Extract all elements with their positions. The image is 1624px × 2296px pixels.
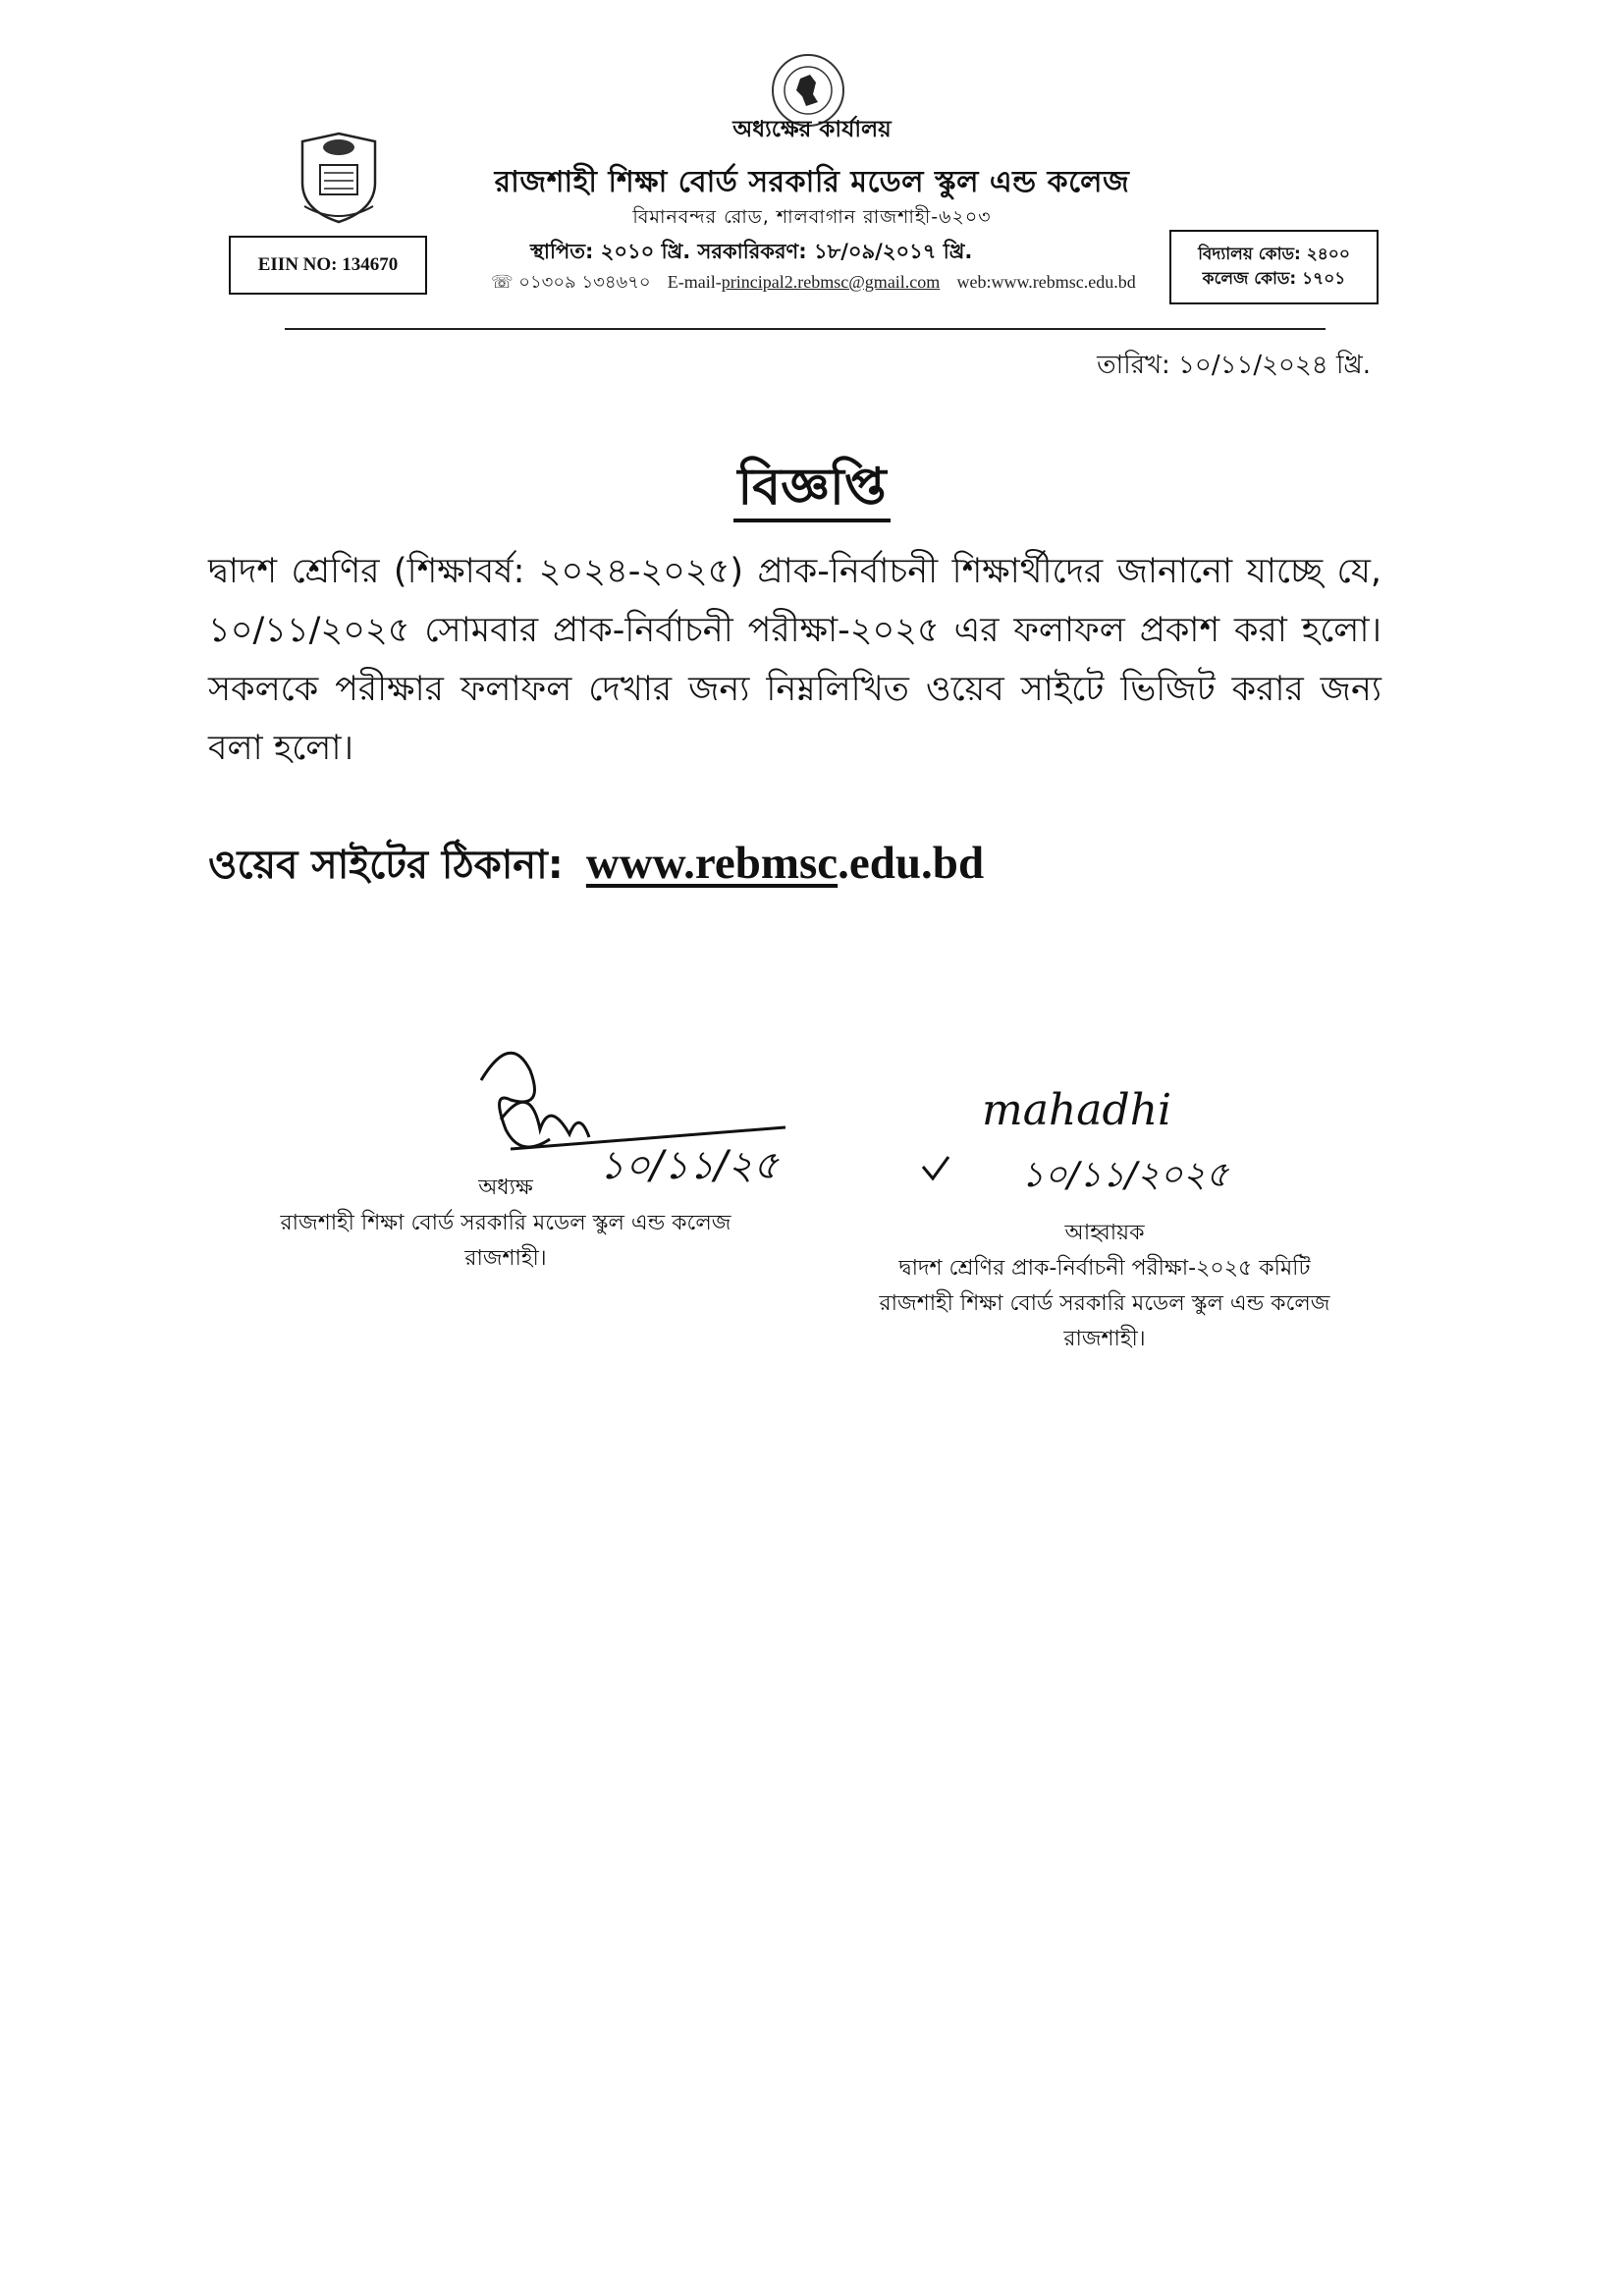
phone-number: ০১৩০৯ ১৩৪৬৭০: [518, 272, 651, 293]
principal-institution: রাজশাহী শিক্ষা বোর্ড সরকারি মডেল স্কুল এন্ড কলেজ: [280, 1211, 731, 1235]
convener-city: রাজশাহী।: [1063, 1327, 1146, 1351]
notice-title: বিজ্ঞপ্তি: [733, 458, 890, 522]
website-label: ওয়েব সাইটের ঠিকানা:: [208, 843, 564, 888]
contact-line: [491, 268, 1136, 299]
phone-icon: ☏: [491, 272, 514, 293]
website-row: [208, 834, 984, 900]
convener-signature: [903, 1070, 1276, 1208]
convener-title: আহ্বায়ক: [1064, 1221, 1145, 1245]
principal-city: রাজশাহী।: [464, 1246, 547, 1271]
notice-date: তারিখ: ১০/১১/২০২৪ খ্রি.: [1097, 351, 1371, 380]
convener-signature-name: mahadhi: [982, 1085, 1172, 1135]
principal-signature-date: ১০/১১/২৫: [599, 1143, 779, 1188]
header-divider: [285, 328, 1326, 330]
institution-name: রাজশাহী শিক্ষা বোর্ড সরকারি মডেল স্কুল এন্ড কলেজ: [494, 165, 1130, 199]
website-url-underlined[interactable]: www.rebmsc: [585, 838, 839, 889]
convener-signature-date: ১০/১১/২০২৫: [1021, 1155, 1229, 1195]
principal-title: অধ্যক্ষ: [478, 1175, 533, 1200]
college-code: কলেজ কোড: ১৭০১: [1202, 269, 1346, 289]
notice-heading: [0, 447, 1624, 532]
convener-committee: দ্বাদশ শ্রেণির প্রাক-নির্বাচনী পরীক্ষা-২০২৫ কমিটি: [898, 1256, 1311, 1281]
office-title: অধ্যক্ষের কার্যালয়: [732, 117, 892, 142]
founded-info: স্থাপিত: ২০১০ খ্রি. সরকারিকরণ: ১৮/০৯/২০১৭ খ্রি.: [530, 240, 973, 263]
website-url[interactable]: [586, 838, 984, 889]
notice-body: দ্বাদশ শ্রেণির (শিক্ষাবর্ষ: ২০২৪-২০২৫) প্রাক-নির্বাচনী শিক্ষার্থীদের জানানো যাচ্ছে যে, ১০/১১/২০২৫ সোমবার প্রাক-নির্বাচনী পরীক্ষা-২০২৫ এর ফলাফল প্রকাশ করা হলো। সকলকে পরীক্ষার ফলাফল দেখার জন্য নিম্নলিখিত ওয়েব সাইটে ভিজিট করার জন্য বলা হলো।: [208, 552, 1381, 768]
email-link[interactable]: principal2.rebmsc@gmail.com: [721, 272, 941, 292]
convener-institution: রাজশাহী শিক্ষা বোর্ড সরকারি মডেল স্কুল এন্ড কলেজ: [879, 1291, 1330, 1316]
school-code: বিদ্যালয় কোড: ২৪০০: [1198, 245, 1350, 265]
institution-address: বিমানবন্দর রোড, শালবাগান রাজশাহী-৬২০৩: [632, 206, 992, 228]
website-url-rest[interactable]: .edu.bd: [838, 838, 985, 889]
email-label: E-mail-: [667, 272, 722, 292]
eiin-number: EIIN NO: 134670: [257, 254, 399, 275]
principal-signature-block: [211, 1171, 800, 1277]
web-link[interactable]: web:www.rebmsc.edu.bd: [956, 272, 1136, 292]
convener-signature-block: [820, 1216, 1389, 1357]
code-box: [1169, 230, 1379, 304]
eiin-box: [229, 236, 427, 295]
